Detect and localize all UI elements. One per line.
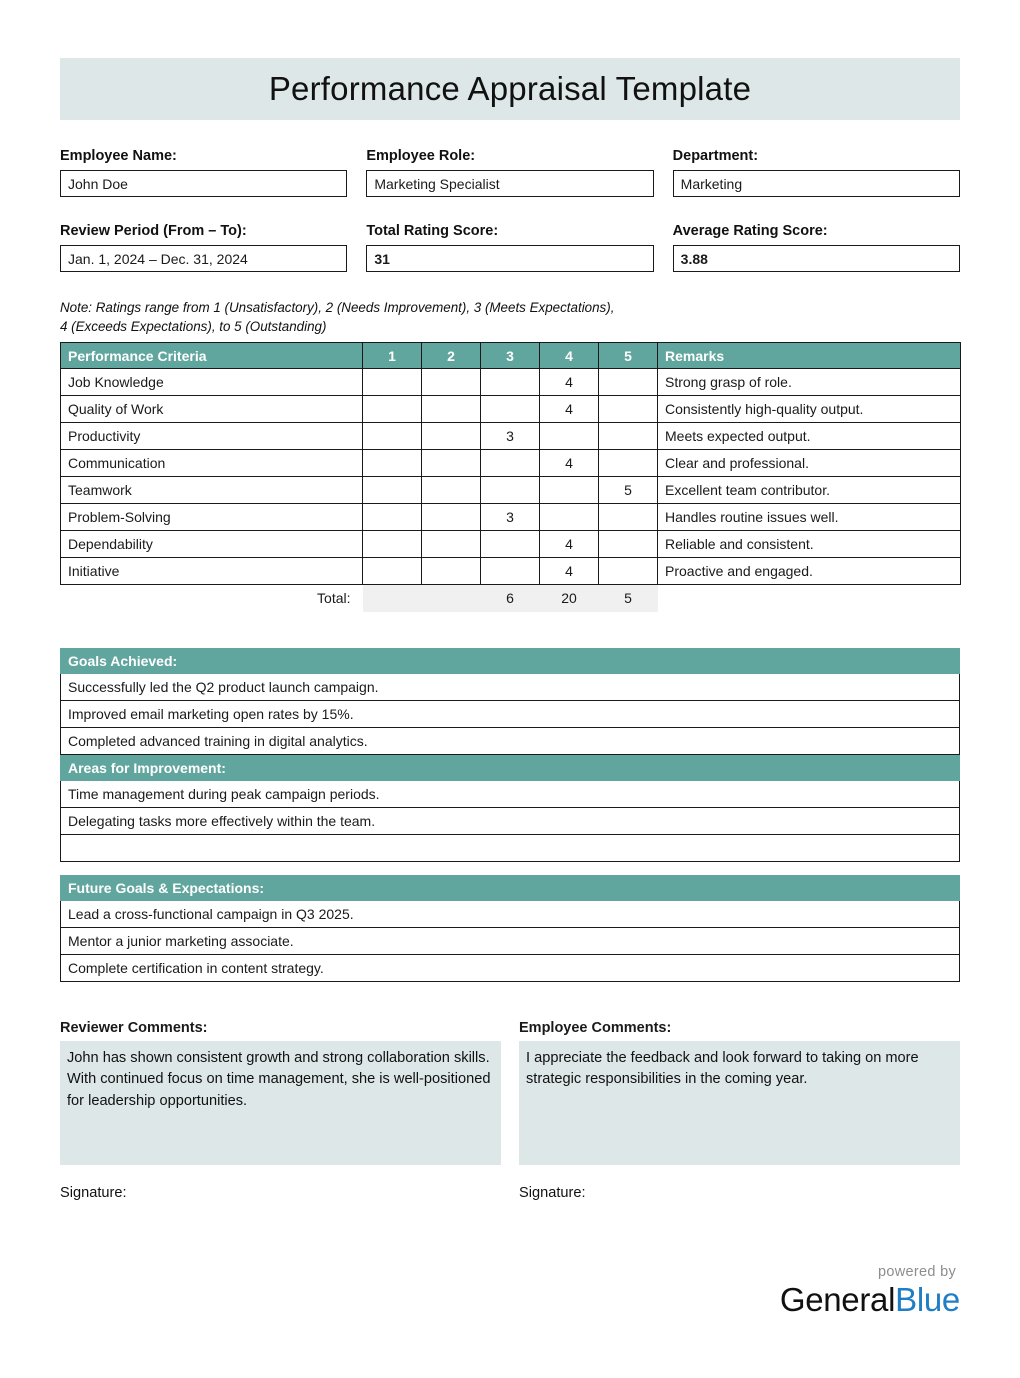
reviewer-comments-block bbox=[60, 1020, 501, 1201]
rating-cell-4[interactable]: 4 bbox=[540, 369, 599, 396]
brand-blue-text: Blue bbox=[895, 1281, 960, 1318]
remarks-cell[interactable]: Excellent team contributor. bbox=[658, 477, 961, 504]
rating-cell-5[interactable] bbox=[599, 450, 658, 477]
total-cell-5: 5 bbox=[599, 585, 658, 612]
rating-cell-5[interactable] bbox=[599, 369, 658, 396]
rating-cell-1[interactable] bbox=[363, 504, 422, 531]
field-employee-role bbox=[366, 148, 653, 197]
field-employee-name bbox=[60, 148, 347, 197]
list-item[interactable]: Complete certification in content strategy. bbox=[60, 955, 960, 982]
header-rating-2: 2 bbox=[422, 343, 481, 369]
powered-by-text: powered by bbox=[878, 1263, 956, 1280]
table-row bbox=[61, 558, 961, 585]
field-total-rating-score bbox=[366, 223, 653, 272]
table-row bbox=[61, 504, 961, 531]
rating-cell-3[interactable] bbox=[481, 396, 540, 423]
criteria-name: Problem-Solving bbox=[61, 504, 363, 531]
employee-info-row bbox=[60, 148, 960, 197]
table-row bbox=[61, 477, 961, 504]
average-rating-score-input[interactable]: 3.88 bbox=[673, 245, 960, 272]
department-input[interactable]: Marketing bbox=[673, 170, 960, 197]
criteria-name: Job Knowledge bbox=[61, 369, 363, 396]
employee-name-input[interactable]: John Doe bbox=[60, 170, 347, 197]
rating-cell-4[interactable]: 4 bbox=[540, 396, 599, 423]
rating-cell-4[interactable]: 4 bbox=[540, 450, 599, 477]
header-remarks: Remarks bbox=[658, 343, 961, 369]
rating-cell-5[interactable] bbox=[599, 423, 658, 450]
rating-cell-1[interactable] bbox=[363, 558, 422, 585]
table-header-row bbox=[61, 343, 961, 369]
brand-general-text: General bbox=[779, 1281, 896, 1318]
employee-comments-textarea[interactable]: I appreciate the feedback and look forward to taking on more strategic responsibilities in the coming year. bbox=[519, 1041, 960, 1165]
remarks-cell[interactable]: Proactive and engaged. bbox=[658, 558, 961, 585]
total-cell-1 bbox=[363, 585, 422, 612]
remarks-cell[interactable]: Consistently high-quality output. bbox=[658, 396, 961, 423]
rating-cell-2[interactable] bbox=[422, 558, 481, 585]
rating-cell-2[interactable] bbox=[422, 477, 481, 504]
rating-cell-5[interactable] bbox=[599, 558, 658, 585]
note-line-2: 4 (Exceeds Expectations), to 5 (Outstanding) bbox=[60, 319, 327, 335]
section-areas-for-improvement bbox=[60, 755, 960, 862]
rating-cell-3[interactable] bbox=[481, 477, 540, 504]
rating-cell-3[interactable]: 3 bbox=[481, 423, 540, 450]
employee-comments-label: Employee Comments: bbox=[519, 1019, 672, 1036]
totals-row bbox=[61, 585, 961, 612]
review-period-input[interactable]: Jan. 1, 2024 – Dec. 31, 2024 bbox=[60, 245, 347, 272]
header-performance-criteria: Performance Criteria bbox=[61, 343, 363, 369]
list-item[interactable]: Time management during peak campaign periods. bbox=[60, 781, 960, 808]
note-line-1: Note: Ratings range from 1 (Unsatisfactory), 2 (Needs Improvement), 3 (Meets Expectations), bbox=[60, 300, 615, 315]
comments-section bbox=[60, 1020, 960, 1201]
rating-cell-3[interactable] bbox=[481, 450, 540, 477]
criteria-name: Initiative bbox=[61, 558, 363, 585]
rating-cell-5[interactable] bbox=[599, 531, 658, 558]
ratings-scale-note bbox=[60, 298, 960, 336]
rating-cell-1[interactable] bbox=[363, 531, 422, 558]
total-cell-2 bbox=[422, 585, 481, 612]
rating-cell-1[interactable] bbox=[363, 423, 422, 450]
page-title: Performance Appraisal Template bbox=[268, 70, 752, 107]
employee-role-label: Employee Role: bbox=[366, 148, 476, 164]
criteria-name: Teamwork bbox=[61, 477, 363, 504]
review-period-label: Review Period (From – To): bbox=[60, 223, 247, 239]
rating-cell-1[interactable] bbox=[363, 477, 422, 504]
total-cell-empty bbox=[658, 585, 961, 612]
generalblue-logo bbox=[780, 1265, 960, 1317]
table-row bbox=[61, 423, 961, 450]
field-review-period bbox=[60, 223, 347, 272]
criteria-name: Productivity bbox=[61, 423, 363, 450]
table-row bbox=[61, 450, 961, 477]
reviewer-signature-label[interactable]: Signature: bbox=[60, 1184, 127, 1201]
employee-role-input[interactable]: Marketing Specialist bbox=[366, 170, 653, 197]
employee-comments-block bbox=[519, 1020, 960, 1201]
list-item[interactable]: Delegating tasks more effectively within the team. bbox=[60, 808, 960, 835]
remarks-cell[interactable]: Meets expected output. bbox=[658, 423, 961, 450]
total-cell-4: 20 bbox=[540, 585, 599, 612]
header-rating-1: 1 bbox=[363, 343, 422, 369]
table-row bbox=[61, 531, 961, 558]
brand-wordmark bbox=[780, 1283, 960, 1316]
header-rating-3: 3 bbox=[481, 343, 540, 369]
total-cell-3: 6 bbox=[481, 585, 540, 612]
rating-cell-5[interactable]: 5 bbox=[599, 477, 658, 504]
review-scores-row bbox=[60, 223, 960, 272]
rating-cell-3[interactable] bbox=[481, 369, 540, 396]
rating-cell-2[interactable] bbox=[422, 450, 481, 477]
rating-cell-1[interactable] bbox=[363, 450, 422, 477]
criteria-name: Quality of Work bbox=[61, 396, 363, 423]
total-rating-score-input[interactable]: 31 bbox=[366, 245, 653, 272]
rating-cell-2[interactable] bbox=[422, 369, 481, 396]
goals-achieved-heading: Goals Achieved: bbox=[60, 648, 960, 674]
field-department bbox=[673, 148, 960, 197]
appraisal-page bbox=[0, 58, 1020, 1378]
employee-name-label: Employee Name: bbox=[60, 148, 177, 164]
field-average-rating-score bbox=[673, 223, 960, 272]
rating-cell-4[interactable]: 4 bbox=[540, 558, 599, 585]
list-item[interactable] bbox=[60, 835, 960, 862]
criteria-name: Communication bbox=[61, 450, 363, 477]
rating-cell-4[interactable] bbox=[540, 423, 599, 450]
section-future-goals bbox=[60, 875, 960, 982]
title-banner bbox=[60, 58, 960, 120]
header-rating-5: 5 bbox=[599, 343, 658, 369]
list-item[interactable]: Successfully led the Q2 product launch campaign. bbox=[60, 674, 960, 701]
remarks-cell[interactable]: Clear and professional. bbox=[658, 450, 961, 477]
section-goals-achieved bbox=[60, 648, 960, 755]
table-row bbox=[61, 396, 961, 423]
rating-cell-2[interactable] bbox=[422, 531, 481, 558]
reviewer-comments-textarea[interactable]: John has shown consistent growth and strong collaboration skills. With continued focus on time management, she is well-positioned for leadership opportunities. bbox=[60, 1041, 501, 1165]
rating-cell-2[interactable] bbox=[422, 504, 481, 531]
remarks-cell[interactable]: Strong grasp of role. bbox=[658, 369, 961, 396]
rating-cell-3[interactable] bbox=[481, 531, 540, 558]
table-row bbox=[61, 369, 961, 396]
remarks-cell[interactable]: Reliable and consistent. bbox=[658, 531, 961, 558]
performance-criteria-table bbox=[60, 342, 961, 612]
rating-cell-4[interactable]: 4 bbox=[540, 531, 599, 558]
areas-for-improvement-heading: Areas for Improvement: bbox=[60, 755, 960, 781]
list-item[interactable]: Lead a cross-functional campaign in Q3 2025. bbox=[60, 901, 960, 928]
list-item[interactable]: Completed advanced training in digital analytics. bbox=[60, 728, 960, 755]
criteria-name: Dependability bbox=[61, 531, 363, 558]
rating-cell-3[interactable] bbox=[481, 558, 540, 585]
list-item[interactable]: Improved email marketing open rates by 15%. bbox=[60, 701, 960, 728]
header-rating-4: 4 bbox=[540, 343, 599, 369]
future-goals-heading: Future Goals & Expectations: bbox=[60, 875, 960, 901]
rating-cell-1[interactable] bbox=[363, 396, 422, 423]
rating-cell-3[interactable]: 3 bbox=[481, 504, 540, 531]
employee-signature-label[interactable]: Signature: bbox=[519, 1184, 586, 1201]
rating-cell-2[interactable] bbox=[422, 396, 481, 423]
total-label: Total: bbox=[317, 590, 351, 607]
reviewer-comments-label: Reviewer Comments: bbox=[60, 1019, 208, 1036]
rating-cell-5[interactable] bbox=[599, 504, 658, 531]
total-rating-score-label: Total Rating Score: bbox=[366, 223, 499, 239]
rating-cell-1[interactable] bbox=[363, 369, 422, 396]
list-item[interactable]: Mentor a junior marketing associate. bbox=[60, 928, 960, 955]
rating-cell-2[interactable] bbox=[422, 423, 481, 450]
department-label: Department: bbox=[672, 148, 759, 164]
rating-cell-4[interactable] bbox=[540, 477, 599, 504]
average-rating-score-label: Average Rating Score: bbox=[672, 223, 828, 239]
rating-cell-5[interactable] bbox=[599, 396, 658, 423]
remarks-cell[interactable]: Handles routine issues well. bbox=[658, 504, 961, 531]
rating-cell-4[interactable] bbox=[540, 504, 599, 531]
